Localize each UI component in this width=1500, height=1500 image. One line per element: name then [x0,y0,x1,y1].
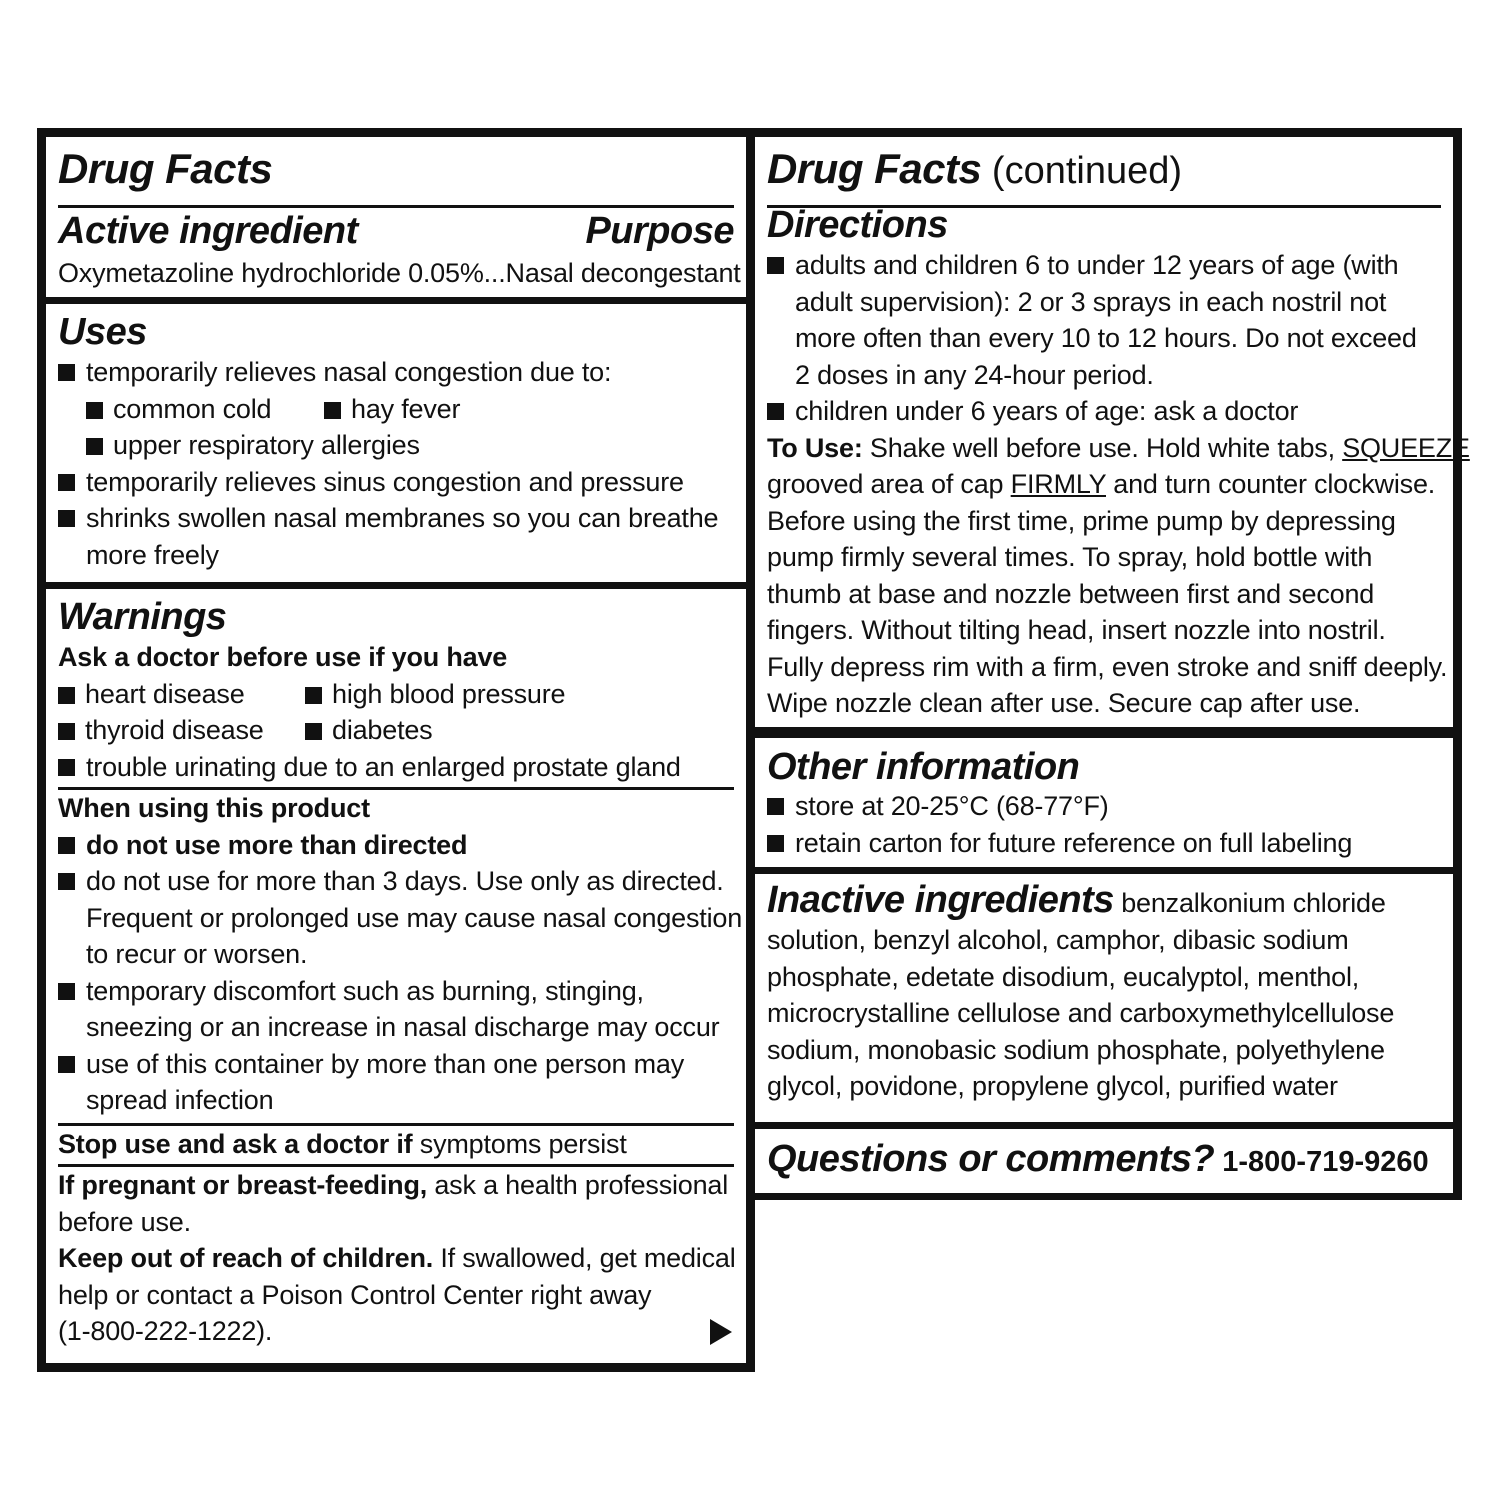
when-item: use of this container by more than one person may spread infection [58,1046,734,1119]
inactive-line: sodium, monobasic sodium phosphate, polyethylene [767,1034,1385,1065]
continued-title: Drug Facts (continued) [767,145,1183,192]
questions-panel [746,1122,1462,1200]
ask-diabetes: diabetes [332,715,433,745]
uses-sub-hay-fever: hay fever [351,393,461,424]
to-use-line: grooved area of cap FIRMLY and turn counter clockwise. [767,469,1436,499]
warnings-section [46,582,746,1363]
to-use-line: Before using the first time, prime pump by depressing [767,505,1396,536]
inactive-line: solution, benzyl alcohol, camphor, dibasic sodium [767,925,1349,955]
continued-title-rule [767,205,1441,208]
title-rule [58,205,734,208]
when-using-heading: When using this product [58,793,370,823]
inactive-line: phosphate, edetate disodium, eucalyptol, menthol, [767,961,1360,992]
other-item: store at 20-25°C (68-77°F) [767,788,1441,825]
uses-sub-allergies: upper respiratory allergies [113,430,420,460]
active-ingredient-line: Oxymetazoline hydrochloride 0.05%...Nasal decongestant [58,258,741,288]
drug-facts-title: Drug Facts [58,145,273,192]
to-use-line: Wipe nozzle clean after use. Secure cap after use. [767,688,1361,718]
when-item: do not use for more than 3 days. Use only as directed. Frequent or prolonged use may cause nasal congestion to recur or worsen. [58,863,734,973]
other-information-section [755,742,1453,861]
active-ingredient-header [58,209,734,255]
questions-section [755,1137,1453,1181]
keep-out-line: Keep out of reach of children. If swallowed, get medical [58,1243,736,1273]
questions-phone: 1-800-719-9260 [1214,1146,1429,1178]
continued-title-section [755,143,1470,722]
purpose-heading: Purpose [585,210,734,252]
warnings-heading: Warnings [58,596,227,638]
drug-facts-left-panel [37,128,755,1372]
other-item: retain carton for future reference on full labeling [767,825,1441,862]
pregnant-line: If pregnant or breast-feeding, ask a health professional [58,1170,729,1200]
pregnant-line-2: before use. [58,1206,191,1237]
inactive-ingredients-section [755,878,1453,1105]
uses-item: shrinks swollen nasal membranes so you can breathe more freely [58,500,734,573]
other-information-panel [746,731,1462,874]
inactive-line: glycol, povidone, propylene glycol, purified water [767,1071,1338,1101]
ask-high-blood-pressure: high blood pressure [332,678,566,709]
ask-heart-disease: heart disease [85,678,245,709]
uses-sub-row [58,427,734,464]
to-use-line: thumb at base and nozzle between first and second [767,578,1375,609]
to-use-line: pump firmly several times. To spray, hold bottle with [767,542,1373,572]
directions-item: children under 6 years of age: ask a doctor [767,393,1441,430]
when-item: do not use more than directed [58,827,734,864]
directions-heading: Directions [767,204,948,246]
stop-use-line: Stop use and ask a doctor if symptoms persist [58,1128,627,1159]
uses-heading: Uses [58,311,147,353]
uses-item: temporarily relieves sinus congestion and pressure [58,464,734,501]
inactive-first-line: Inactive ingredients benzalkonium chloride [767,879,1386,921]
to-use-line: fingers. Without tilting head, insert nozzle into nostril. [767,615,1386,645]
uses-item: temporarily relieves nasal congestion due to: [58,354,734,391]
keep-out-line-2: help or contact a Poison Control Center right away [58,1279,652,1310]
uses-sub-common-cold: common cold [113,393,272,424]
questions-heading: Questions or comments? [767,1138,1215,1180]
uses-sub-row [58,391,734,428]
drug-facts-right-panel [746,128,1470,736]
continue-arrow-icon [710,1319,732,1345]
to-use-line: To Use: Shake well before use. Hold white tabs, SQUEEZE [767,432,1470,463]
ask-item-prostate: trouble urinating due to an enlarged prostate gland [58,749,734,786]
when-item: temporary discomfort such as burning, stinging, sneezing or an increase in nasal discharge may occur [58,973,734,1046]
ask-doctor-heading: Ask a doctor before use if you have [58,642,508,672]
other-information-heading: Other information [767,746,1080,788]
directions-item: adults and children 6 to under 12 years of age (with adult supervision): 2 or 3 sprays in each nostril not more often than every 10 to 12 hours. Do not exceed 2 doses in any 24-hour period. [767,247,1441,393]
to-use-line: Fully depress rim with a firm, even stroke and sniff deeply. [767,651,1448,682]
inactive-ingredients-panel [746,867,1462,1129]
ask-thyroid-disease: thyroid disease [85,715,264,745]
ask-row [58,712,734,749]
uses-section [46,297,746,582]
keep-out-line-3: (1-800-222-1222). [58,1316,273,1346]
ask-row [58,676,734,713]
active-ingredient-heading: Active ingredient [58,210,358,252]
inactive-line: microcrystalline cellulose and carboxymethylcellulose [767,998,1395,1028]
title-section [46,143,746,303]
inactive-ingredients-heading: Inactive ingredients [767,879,1114,921]
